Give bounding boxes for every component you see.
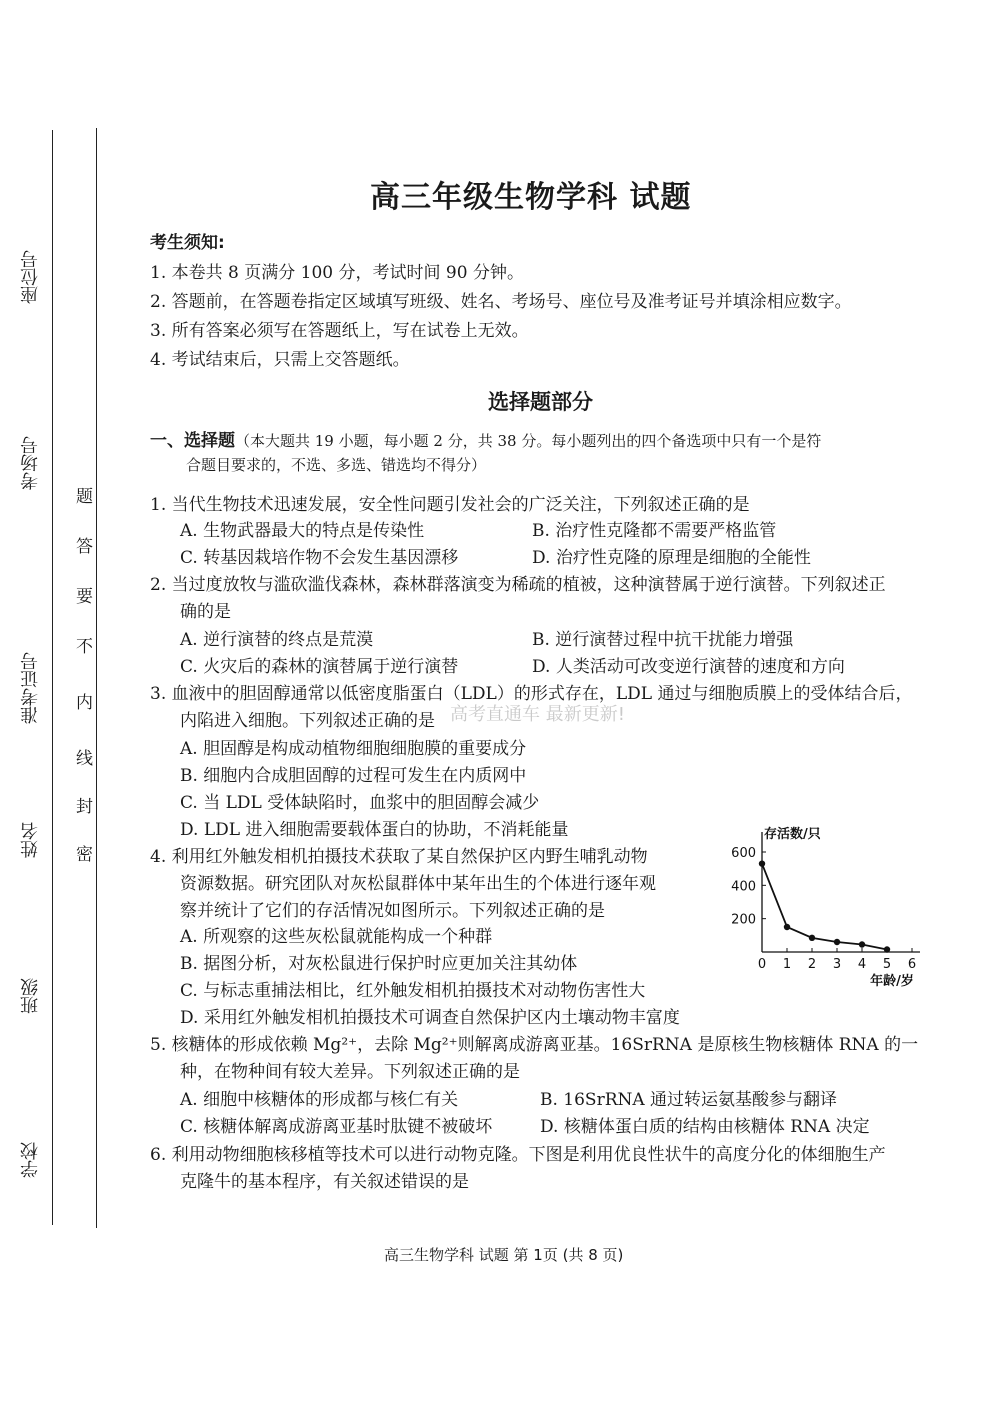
x-tick-label: 0 (757, 957, 767, 972)
x-tick-label: 6 (907, 957, 917, 972)
question-2-option-b: B. 逆行演替过程中抗干扰能力增强 (532, 630, 794, 650)
y-axis-label: 存活数/只 (764, 827, 821, 842)
survival-chart (712, 822, 917, 989)
question-4-option-c: C. 与标志重捕法相比，红外触发相机拍摄技术对动物伤害性大 (180, 981, 646, 1001)
question-1-option-d: D. 治疗性克隆的原理是细胞的全能性 (532, 548, 811, 568)
seal-char: 线 (76, 749, 93, 769)
question-5-stem: 5. 核糖体的形成依赖 Mg²⁺，去除 Mg²⁺则解离成游离亚基。16SrRNA 是原核生物核糖体 RNA 的一 (150, 1035, 919, 1055)
question-1-option-c: C. 转基因栽培作物不会发生基因漂移 (180, 548, 459, 568)
admission-number-label: 准考证号 (20, 652, 41, 724)
question-1-option-b: B. 治疗性克隆都不需要严格监管 (532, 521, 777, 541)
x-tick-label: 5 (882, 957, 892, 972)
data-point (859, 941, 865, 947)
exam-room-label: 考场号 (20, 436, 41, 490)
question-1-stem: 1. 当代生物技术迅速发展，安全性问题引发社会的广泛关注，下列叙述正确的是 (150, 495, 750, 515)
page-footer: 高三生物学科 试题 第 1页 (共 8 页) (384, 1246, 624, 1264)
survival-line (762, 864, 887, 950)
name-label: 姓名 (20, 822, 41, 858)
question-6-stem: 6. 利用动物细胞核移植等技术可以进行动物克隆。下图是利用优良性状牛的高度分化的体细胞生产 (150, 1145, 886, 1165)
question-5-option-c: C. 核糖体解离成游离亚基时肽键不被破坏 (180, 1117, 493, 1137)
notice-item: 2. 答题前，在答题卷指定区域填写班级、姓名、考场号、座位号及准考证号并填涂相应数字。 (150, 292, 852, 312)
notice-heading: 考生须知: (150, 233, 225, 253)
question-3-option-b: B. 细胞内合成胆固醇的过程可发生在内质网中 (180, 766, 527, 786)
x-tick-label: 3 (832, 957, 842, 972)
question-3-stem: 3. 血液中的胆固醇通常以低密度脂蛋白（LDL）的形式存在，LDL 通过与细胞质膜上的受体结合后， (150, 684, 913, 704)
question-2-stem-cont: 确的是 (180, 602, 231, 622)
x-tick-label: 1 (782, 957, 792, 972)
y-tick-label: 400 (731, 879, 756, 895)
question-2-stem: 2. 当过度放牧与滥砍滥伐森林，森林群落演变为稀疏的植被，这种演替属于逆行演替。下列叙述正 (150, 575, 886, 595)
question-4-option-b: B. 据图分析，对灰松鼠进行保护时应更加关注其幼体 (180, 954, 578, 974)
question-1-option-a: A. 生物武器最大的特点是传染性 (180, 521, 425, 541)
notice-item: 1. 本卷共 8 页满分 100 分，考试时间 90 分钟。 (150, 263, 524, 283)
seal-char: 内 (76, 693, 93, 713)
question-2-option-c: C. 火灾后的森林的演替属于逆行演替 (180, 657, 459, 677)
seal-char: 不 (76, 637, 93, 657)
x-tick-label: 2 (807, 957, 817, 972)
seal-char: 密 (76, 845, 93, 865)
data-point (809, 935, 815, 941)
data-point (834, 939, 840, 945)
seal-char: 题 (76, 487, 93, 507)
data-point (884, 946, 890, 952)
question-3-option-d: D. LDL 进入细胞需要载体蛋白的协助，不消耗能量 (180, 820, 569, 840)
question-3-option-c: C. 当 LDL 受体缺陷时，血浆中的胆固醇会减少 (180, 793, 540, 813)
section-title: 选择题部分 (488, 390, 593, 414)
question-2-option-a: A. 逆行演替的终点是荒漠 (180, 630, 374, 650)
part-instructions-line1: （本大题共 19 小题，每小题 2 分，共 38 分。每小题列出的四个备选项中只有一个是符 (235, 432, 822, 450)
y-tick-label: 200 (731, 912, 756, 928)
question-3-option-a: A. 胆固醇是构成动植物细胞细胞膜的重要成分 (180, 739, 527, 759)
x-tick-label: 4 (857, 957, 867, 972)
question-2-option-d: D. 人类活动可改变逆行演替的速度和方向 (532, 657, 845, 677)
y-tick-label: 600 (731, 846, 756, 861)
question-6-stem-cont: 克隆牛的基本程序，有关叙述错误的是 (180, 1172, 469, 1192)
margin-line-inner (96, 128, 97, 1228)
seal-char: 答 (76, 537, 93, 557)
school-label: 学校 (20, 1142, 41, 1178)
notice-item: 4. 考试结束后，只需上交答题纸。 (150, 350, 410, 370)
question-4-option-d: D. 采用红外触发相机拍摄技术可调查自然保护区内土壤动物丰富度 (180, 1008, 680, 1028)
seal-char: 要 (76, 587, 93, 607)
question-5-option-d: D. 核糖体蛋白质的结构由核糖体 RNA 决定 (540, 1117, 870, 1137)
part-instructions (150, 426, 821, 451)
seat-number-label: 座位号 (20, 250, 41, 304)
seal-char: 封 (76, 797, 93, 817)
margin-line-outer (52, 130, 53, 1225)
notice-item: 3. 所有答案必须写在答题纸上，写在试卷上无效。 (150, 321, 529, 341)
question-4-stem-cont: 资源数据。研究团队对灰松鼠群体中某年出生的个体进行逐年观 (180, 874, 656, 894)
data-point (759, 860, 765, 866)
part-instructions-line2: 合题目要求的，不选、多选、错选均不得分） (186, 456, 487, 474)
question-5-option-a: A. 细胞中核糖体的形成都与核仁有关 (180, 1090, 459, 1110)
page-title: 高三年级生物学科 试题 (370, 180, 692, 215)
class-label: 班级 (20, 978, 41, 1014)
question-4-stem-cont: 察并统计了它们的存活情况如图所示。下列叙述正确的是 (180, 901, 605, 921)
question-5-stem-cont: 种，在物种间有较大差异。下列叙述正确的是 (180, 1062, 520, 1082)
question-4-stem: 4. 利用红外触发相机拍摄技术获取了某自然保护区内野生哺乳动物 (150, 847, 648, 867)
question-3-stem-cont: 内陷进入细胞。下列叙述正确的是 (180, 711, 435, 731)
part-label: 一、选择题 (150, 431, 235, 451)
x-axis-label: 年龄/岁 (870, 974, 914, 989)
question-4-option-a: A. 所观察的这些灰松鼠就能构成一个种群 (180, 927, 493, 947)
watermark: 高考直通车 最新更新! (450, 704, 625, 725)
question-5-option-b: B. 16SrRNA 通过转运氨基酸参与翻译 (540, 1090, 838, 1110)
data-point (784, 924, 790, 930)
